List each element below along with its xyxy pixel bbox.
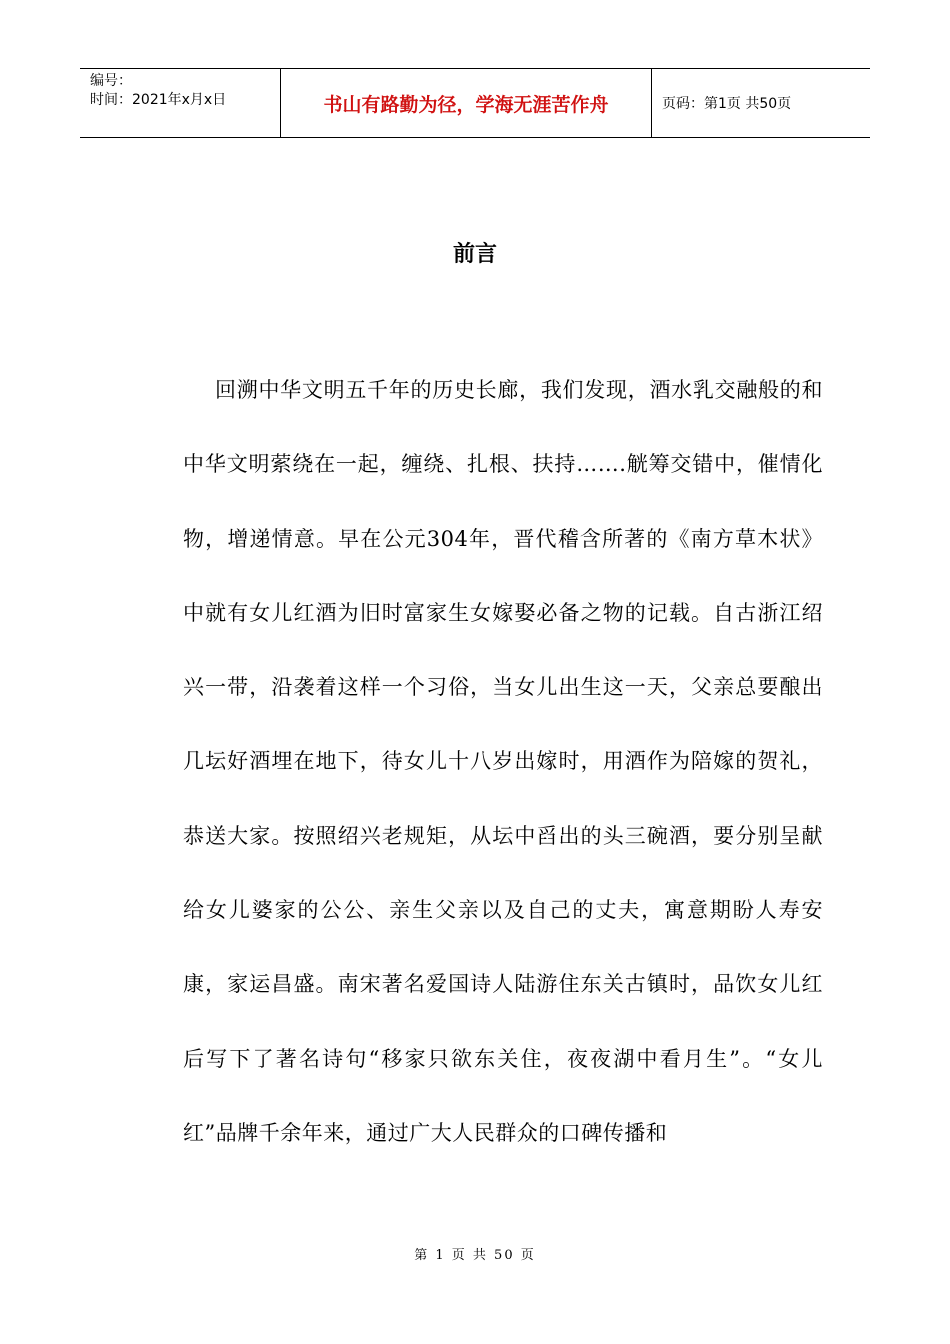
page-footer: 第 1 页 共 50 页 — [414, 1248, 536, 1263]
document-time-label: 时间：2021年x月x日 — [90, 92, 227, 108]
page-header — [80, 68, 870, 138]
body-paragraph: 回溯中华文明五千年的历史长廊，我们发现，酒水乳交融般的和中华文明萦绕在一起，缠绕、扎根、扶持…….觥筹交错中，催情化物，增递情意。早在公元304年，晋代稽含所著的《南方草木状》中就有女儿红酒为旧时富家生女嫁娶必备之物的记载。自古浙江绍兴一带，沿袭着这样一个习俗，当女儿出生这一天，父亲总要酿出几坛好酒埋在地下，待女儿十八岁出嫁时，用酒作为陪嫁的贺礼，恭送大家。按照绍兴老规矩，从坛中舀出的头三碗酒，要分别呈献给女儿婆家的公公、亲生父亲以及自己的丈夫，寓意期盼人寿安康，家运昌盛。南宋著名爱国诗人陆游住东关古镇时，品饮女儿红后写下了著名诗句“移家只欲东关住，夜夜湖中看月生”。“女儿红”品牌千余年来，通过广大人民群众的口碑传播和 — [183, 378, 823, 1145]
header-page-info: 页码：第1页 共50页 — [662, 96, 792, 112]
header-meta-cell — [80, 69, 281, 137]
page-title: 前言 — [452, 242, 497, 267]
header-motto: 书山有路勤为径，学海无涯苦作舟 — [281, 69, 652, 137]
document-number-label: 编号： — [90, 73, 132, 89]
